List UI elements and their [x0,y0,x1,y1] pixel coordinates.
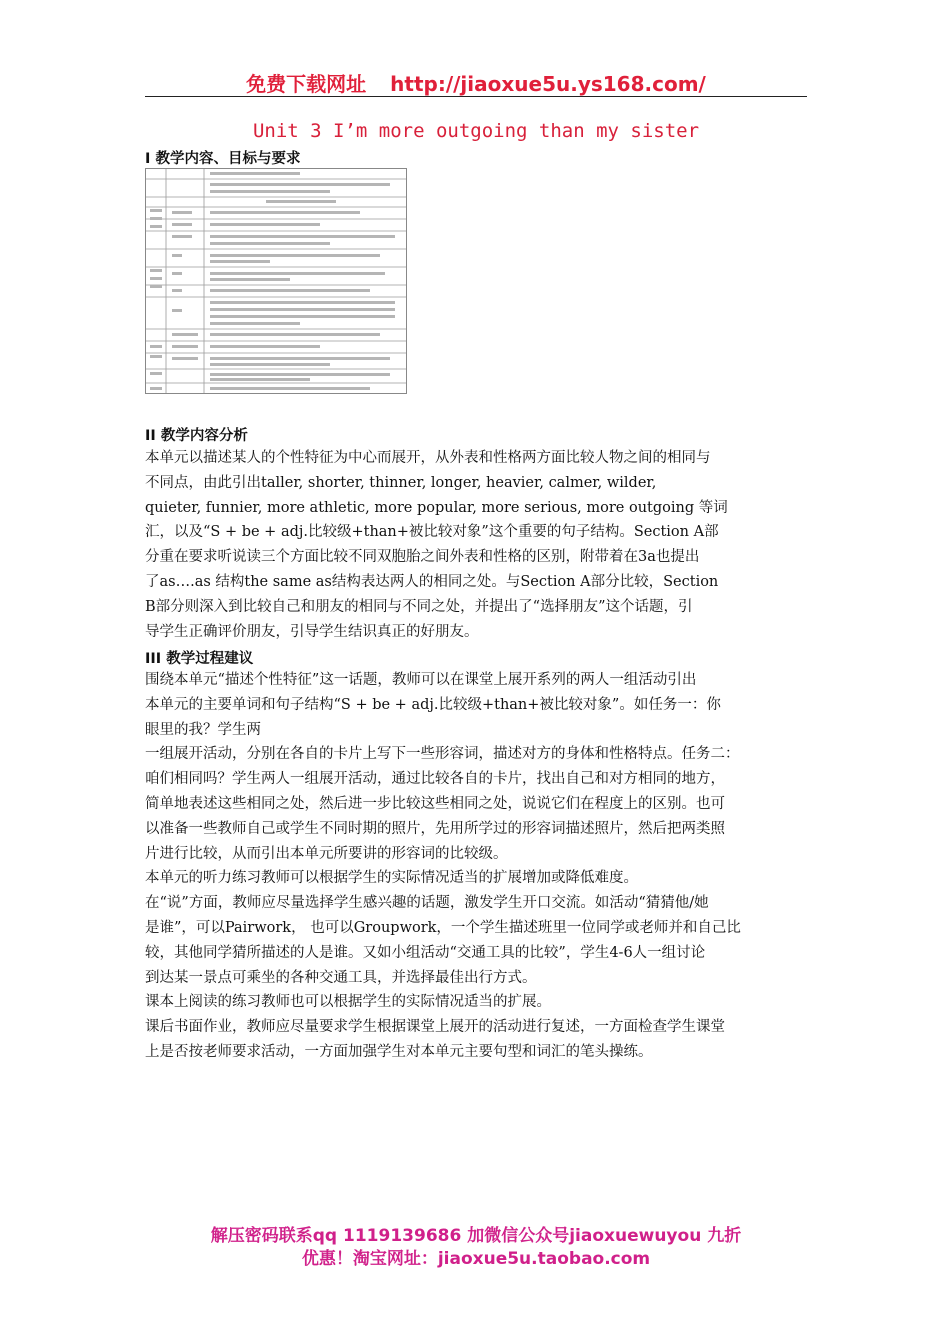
text-line: 分重在要求听说读三个方面比较不同双胞胎之间外表和性格的区别，附带着在3a也提出 [145,549,700,566]
text-line: B部分则深入到比较自己和朋友的相同与不同之处，并提出了“选择朋友”这个话题，引 [145,598,693,615]
text-line: 是谁”，可以Pairwork， 也可以Groupwork，一个学生描述班里一位同学或老师并和自己比 [145,919,741,936]
text-line: 咱们相同吗？学生两人一组展开活动，通过比较各自的卡片，找出自己和对方相同的地方， [145,771,725,788]
section-3-paragraph [145,668,807,1065]
text-line: 一组展开活动，分别在各自的卡片上写下一些形容词，描述对方的身体和性格特点。任务二： [145,746,740,763]
text-line: 本单元的主要单词和句子结构“S + be + adj.比较级+than+被比较对象”。如任务一：你 [145,696,721,713]
text-line: 眼里的我？学生两 [145,721,261,738]
objectives-table-image [145,168,407,394]
header-divider [145,96,807,97]
text-line: 本单元的听力练习教师可以根据学生的实际情况适当的扩展增加或降低难度。 [145,870,638,887]
header-label: 免费下载网址 [246,72,367,96]
section-2-heading: II 教学内容分析 [145,428,248,444]
text-line: 片进行比较，从而引出本单元所要讲的形容词的比较级。 [145,845,508,862]
text-line: quieter, funnier, more athletic, more popular, more serious, more outgoing 等词 [145,499,728,516]
text-line: 到达某一景点可乘坐的各种交通工具，并选择最佳出行方式。 [145,969,537,986]
text-line: 课本上阅读的练习教师也可以根据学生的实际情况适当的扩展。 [145,994,551,1011]
text-line: 汇，以及“S + be + adj.比较级+than+被比较对象”这个重要的句子结构。Section A部 [145,524,719,541]
text-line: 以准备一些教师自己或学生不同时期的照片，先用所学过的形容词描述照片，然后把两类照 [145,820,725,837]
text-line: 较，其他同学猜所描述的人是谁。又如小组活动“交通工具的比较”，学生4-6人一组讨论 [145,944,706,961]
text-line: 围绕本单元“描述个性特征”这一话题，教师可以在课堂上展开系列的两人一组活动引出 [145,672,697,688]
text-line: 在“说”方面，教师应尽量选择学生感兴趣的话题，激发学生开口交流。如活动“猜猜他/她 [145,895,709,912]
document-title: Unit 3 I’m more outgoing than my sister [252,120,700,142]
text-line: 不同点，由此引出taller, shorter, thinner, longer, heavier, calmer, wilder, [145,474,657,491]
blurred-table-graphic [146,169,406,393]
text-line: 上是否按老师要求活动，一方面加强学生对本单元主要句型和词汇的笔头操练。 [145,1043,653,1060]
section-3-heading: III 教学过程建议 [145,651,254,667]
footer-line-1: 解压密码联系qq 1119139686 加微信公众号jiaoxuewuyou 九折 [210,1226,742,1246]
section-1-heading: I 教学内容、目标与要求 [145,151,301,167]
section-2-paragraph [145,446,807,644]
text-line: 简单地表述这些相同之处，然后进一步比较这些相同之处，说说它们在程度上的区别。也可 [145,795,725,812]
page-header [145,68,807,97]
text-line: 课后书面作业，教师应尽量要求学生根据课堂上展开的活动进行复述，一方面检查学生课堂 [145,1019,725,1036]
text-line: 本单元以描述某人的个性特征为中心而展开，从外表和性格两方面比较人物之间的相同与 [145,450,711,466]
text-line: 了as….as 结构the same as结构表达两人的相同之处。与Section A部分比较，Section [145,573,719,590]
text-line: 导学生正确评价朋友，引导学生结识真正的好朋友。 [145,623,479,640]
footer-line-2: 优惠！淘宝网址：jiaoxue5u.taobao.com [301,1249,651,1269]
header-url-link[interactable]: http://jiaoxue5u.ys168.com/ [390,72,706,96]
